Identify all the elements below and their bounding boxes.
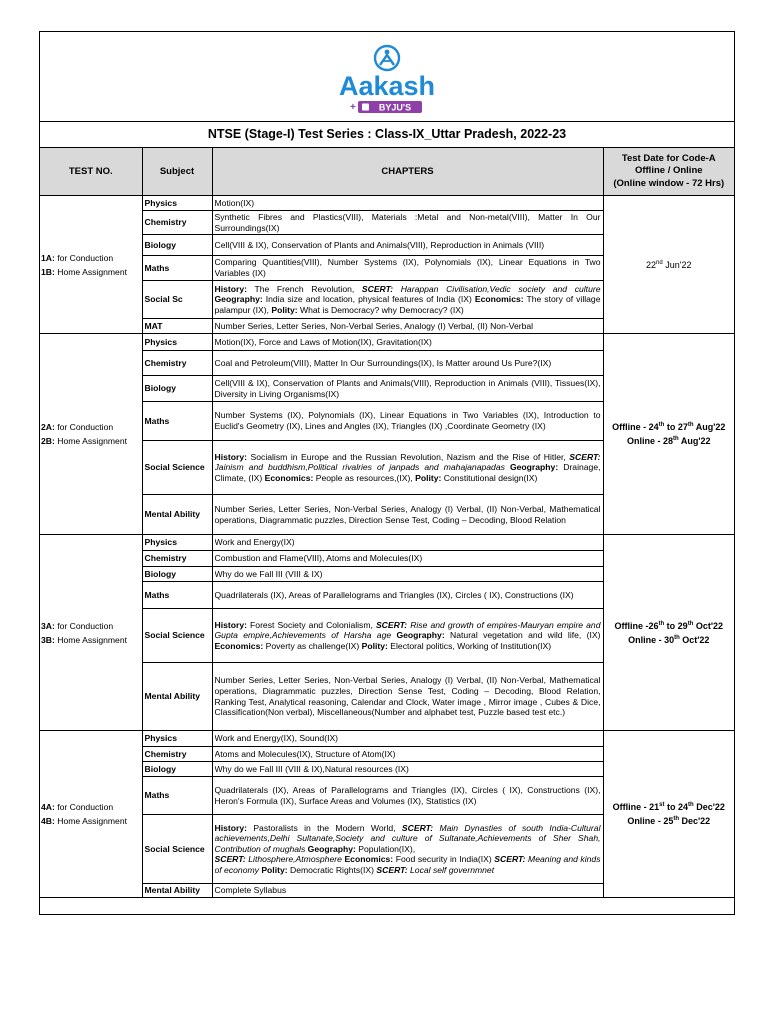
chapter-text-segment: Democratic Rights(IX) — [287, 864, 377, 875]
chapter-text: Quadrilaterals (IX), Areas of Parallelograms and Triangles (IX), Circles ( IX), Constructions (IX) — [214, 589, 574, 600]
chapter-text: Cell(VIII & IX), Conservation of Plants and Animals(VIII), Reproduction in Animals (VIII), Tissues(IX), Diversity in Living Organisms(IX) — [214, 377, 601, 399]
chapter-text: Atoms and Molecules(IX), Structure of Atom(IX) — [214, 748, 396, 759]
offline-date: Offline - 24th to 27th Aug'22 — [612, 422, 726, 432]
chapter-text: Coal and Petroleum(VIII), Matter In Our Surroundings(IX), Is Matter around Us Pure?(IX) — [214, 357, 552, 368]
table-row — [40, 334, 734, 351]
test-number-cell — [40, 334, 142, 535]
chapter-text: Number Systems (IX), Polynomials (IX), Linear Equations in Two Variables (IX), Introduction to Euclid's Geometry (IX), Lines and Angles (IX), Triangles (IX) ,Coordinate Geometry (IX) — [214, 410, 601, 431]
subject-cell: Mental Ability — [142, 884, 212, 898]
chapter-text-segment: Poverty as challenge(IX) — [263, 640, 362, 651]
chapter-text: Complete Syllabus — [214, 885, 287, 896]
subject-cell: Biology — [142, 376, 212, 402]
test-date-cell — [603, 535, 734, 731]
subject-cell: Chemistry — [142, 351, 212, 376]
chapters-cell — [212, 551, 603, 567]
chapter-text-segment: Pastoralists in the Modern World, — [246, 822, 402, 833]
chapter-text: Number Series, Letter Series, Non-Verbal Series, Analogy (I) Verbal, (II) Non-Verbal — [214, 320, 534, 331]
subject-cell: Physics — [142, 535, 212, 551]
table-row — [40, 196, 734, 211]
chapter-text-segment: Economics: — [474, 294, 524, 305]
chapter-text-segment: Geography: — [509, 462, 559, 473]
schedule-body — [40, 196, 734, 898]
chapters-cell — [212, 495, 603, 535]
chapter-text-segment: India size and location, physical features of India (IX) — [262, 294, 475, 305]
subject-cell: Maths — [142, 582, 212, 609]
test-b-code: 1B: — [41, 266, 55, 277]
subject-cell: Biology — [142, 235, 212, 256]
chapter-text-segment: History: — [214, 451, 247, 462]
test-b-label: Home Assignment — [54, 816, 127, 826]
test-number-cell — [40, 731, 142, 898]
chapters-cell — [212, 663, 603, 731]
chapter-text: Why do we Fall III (VIII & IX) — [214, 568, 323, 579]
chapter-text: Synthetic Fibres and Plastics(VIII), Materials :Metal and Non-metal(VIII), Matter In Our Surroundings(IX) — [214, 211, 601, 233]
chapter-text-segment: Electoral politics, Working of Institution(IX) — [387, 640, 552, 651]
chapter-text: Motion(IX) — [214, 197, 255, 208]
chapter-text: Work and Energy(IX) — [214, 537, 295, 548]
chapters-cell — [212, 441, 603, 495]
offline-date: Offline - 21st to 24th Dec'22 — [612, 802, 725, 812]
online-date: Online - 25th Dec'22 — [627, 816, 711, 826]
chapter-text-segment: Geography: — [396, 630, 445, 641]
chapters-cell — [212, 211, 603, 235]
chapter-text-segment: Natural vegetation and wild life, (IX) — [444, 630, 601, 641]
test-a-label: for Conduction — [54, 802, 114, 812]
subject-cell: Mental Ability — [142, 663, 212, 731]
chapter-text-segment: What is Democracy? why Democracy? (IX) — [297, 304, 464, 315]
chapters-cell — [212, 884, 603, 898]
test-date-cell — [603, 731, 734, 898]
chapters-cell — [212, 747, 603, 762]
subject-cell: Social Science — [142, 609, 212, 663]
chapters-cell — [212, 196, 603, 211]
chapters-cell — [212, 402, 603, 441]
chapter-text-segment: SCERT: — [375, 619, 408, 630]
page-title: NTSE (Stage-I) Test Series : Class-IX_Uttar Pradesh, 2022-23 — [40, 121, 734, 148]
chapter-text-segment: Polity: — [271, 304, 298, 315]
chapter-text: Number Series, Letter Series, Non-Verbal Series, Analogy (I) Verbal, (II) Non-Verbal, Mathematical operations, Diagrammatic puzzles, Direction Sense Test, Coding – Decoding, Blood Relation, Ranking Test, Analytical reasoning, Calendar and Clock, Water image , Mirror image , Cubes & Dice, Classification(Non verbal), Miscellaneous(Number and alphabet test, Puzzle based test etc.) — [214, 675, 601, 718]
chapter-text-segment: History: — [214, 822, 247, 833]
chapter-text-segment: SCERT: — [361, 283, 394, 294]
table-row — [40, 731, 734, 747]
subject-cell: Biology — [142, 762, 212, 777]
chapter-text: Work and Energy(IX), Sound(IX) — [214, 733, 339, 744]
test-a-code: 4A: — [41, 802, 55, 812]
test-a-label: for Conduction — [54, 422, 114, 432]
chapter-text-segment: Geography: — [307, 843, 356, 854]
test-b-label: Home Assignment — [54, 436, 127, 446]
chapters-cell — [212, 351, 603, 376]
logo-band — [40, 32, 734, 122]
chapter-text-segment: History: — [214, 283, 247, 294]
table-row — [40, 535, 734, 551]
subject-cell: Chemistry — [142, 551, 212, 567]
col-header-subject: Subject — [142, 148, 212, 196]
chapters-cell — [212, 535, 603, 551]
chapter-text-segment: Constitutional design(IX) — [441, 472, 538, 483]
chapters-cell — [212, 762, 603, 777]
subject-cell: Physics — [142, 196, 212, 211]
test-date-cell — [603, 334, 734, 535]
chapters-cell — [212, 567, 603, 582]
chapter-text-segment: SCERT: — [376, 864, 408, 875]
test-schedule-table — [40, 147, 734, 898]
chapters-cell — [212, 777, 603, 815]
test-number-cell — [40, 196, 142, 334]
chapter-text-segment: Drainage, Climate, (IX) — [214, 462, 601, 483]
test-a-label: for Conduction — [54, 252, 114, 263]
chapters-cell — [212, 582, 603, 609]
subject-cell: Social Sc — [142, 281, 212, 319]
test-number-cell — [40, 535, 142, 731]
test-date-cell — [603, 196, 734, 334]
subject-cell: Maths — [142, 402, 212, 441]
chapters-cell — [212, 609, 603, 663]
chapters-cell — [212, 376, 603, 402]
chapter-text-segment: SCERT: — [401, 822, 434, 833]
chapters-cell — [212, 334, 603, 351]
chapter-text: Combustion and Flame(VIII), Atoms and Molecules(IX) — [214, 553, 423, 564]
test-a-label: for Conduction — [54, 620, 114, 631]
test-b-label: Home Assignment — [54, 634, 127, 645]
offline-date: Offline -26th to 29th Oct'22 — [614, 620, 724, 631]
subject-cell: Biology — [142, 567, 212, 582]
aakash-byjus-logo — [324, 44, 450, 116]
test-a-code: 1A: — [41, 252, 55, 263]
test-b-code: 2B: — [41, 436, 55, 446]
chapter-text-segment: Population(IX), — [355, 843, 416, 854]
chapter-text-segment: SCERT: — [569, 451, 601, 462]
subject-cell: Maths — [142, 777, 212, 815]
chapter-text: Comparing Quantities(VIII), Number Systems (IX), Polynomials (IX), Linear Equations in Two Variables (IX) — [214, 257, 601, 278]
chapters-cell — [212, 256, 603, 281]
chapters-cell — [212, 319, 603, 334]
chapters-cell — [212, 235, 603, 256]
chapter-text: Number Series, Letter Series, Non-Verbal Series, Analogy (I) Verbal, (II) Non-Verbal, Mathematical operations, Diagrammatic puzzles, Direction Sense Test, Coding – Decoding, Blood Relation — [214, 503, 601, 525]
col-header-test-date: Test Date for Code-A Offline / Online (Online window - 72 Hrs) — [603, 148, 734, 196]
chapter-text-segment: The French Revolution, — [246, 283, 362, 294]
brand-wordmark: Aakash — [338, 71, 436, 101]
subject-cell: Social Science — [142, 441, 212, 495]
chapter-text: Why do we Fall III (VIII & IX),Natural resources (IX) — [214, 763, 409, 774]
chapter-text-segment: Polity: — [361, 640, 388, 651]
chapter-text-segment: Socialism in Europe and the Russian Revolution, Nazism and the Rise of Hitler, — [246, 451, 570, 462]
subject-cell: MAT — [142, 319, 212, 334]
subject-cell: Chemistry — [142, 747, 212, 762]
test-b-label: Home Assignment — [54, 266, 127, 277]
chapter-text-segment: People as resources,(IX), — [313, 472, 416, 483]
chapter-text-segment: SCERT: — [494, 854, 526, 865]
subject-cell: Mental Ability — [142, 495, 212, 535]
subject-cell: Physics — [142, 334, 212, 351]
chapter-text: Motion(IX), Force and Laws of Motion(IX), Gravitation(IX) — [214, 336, 432, 347]
chapter-text-segment: Lithosphere,Atmosphere — [245, 854, 342, 865]
test-b-code: 3B: — [41, 634, 55, 645]
plus-mark: + — [350, 102, 356, 113]
chapter-text-segment: Meaning and kinds of economy — [214, 854, 601, 875]
chapter-text-segment: The story of village palampur (IX), — [214, 294, 601, 315]
col-header-test-no: TEST NO. — [40, 148, 142, 196]
chapter-text-segment: Harappan Civilisation,Vedic society and culture — [393, 283, 601, 294]
header-row — [40, 148, 734, 196]
chapters-cell — [212, 731, 603, 747]
chapter-text-segment: Local self governmnet — [407, 864, 495, 875]
test-a-code: 2A: — [41, 422, 55, 432]
chapter-text-segment: Polity: — [415, 472, 442, 483]
chapters-cell — [212, 815, 603, 884]
online-date: Online - 28th Aug'22 — [627, 436, 711, 446]
subject-cell: Physics — [142, 731, 212, 747]
chapter-text-segment: Jainism and buddhism,Political rivalries of janpads and mahajanapadas — [214, 462, 505, 473]
chapter-text-segment: Polity: — [261, 864, 288, 875]
chapter-text-segment: History: — [214, 619, 247, 630]
chapter-text: Quadrilaterals (IX), Areas of Parallelograms and Triangles (IX), Circles ( IX), Constructions (IX), Heron's Formula (IX), Surface Areas and Volumes (IX), Statistics (IX) — [214, 784, 601, 806]
chapter-text-segment: Economics: — [214, 640, 264, 651]
subject-cell: Maths — [142, 256, 212, 281]
col-header-chapters: CHAPTERS — [212, 148, 603, 196]
chapter-text-segment: Economics: — [344, 854, 394, 865]
test-a-code: 3A: — [41, 620, 55, 631]
test-b-code: 4B: — [41, 816, 55, 826]
online-date: Online - 30th Oct'22 — [628, 634, 710, 645]
chapter-text-segment: Economics: — [264, 472, 314, 483]
test-date: 22nd Jun'22 — [646, 259, 692, 270]
chapters-cell — [212, 281, 603, 319]
chapter-text-segment: Food security in India(IX) — [393, 854, 495, 865]
subject-cell: Social Science — [142, 815, 212, 884]
chapter-text-segment: Geography: — [214, 294, 263, 305]
subject-cell: Chemistry — [142, 211, 212, 235]
chapter-text-segment: SCERT: — [214, 854, 246, 865]
sub-brand: BYJU'S — [378, 102, 412, 113]
schedule-sheet — [39, 31, 735, 915]
chapter-text-segment: Rise and growth of empires-Mauryan empire and Gupta empire,Achievements of Harsha age — [214, 619, 601, 641]
chapter-text-segment: Forest Society and Colonialism, — [246, 619, 376, 630]
chapter-text-segment: Main Dynasties of south India-Cultural achievements,Delhi Sultanate,Society and culture of Sultanate,Achievements of Sher Shah, Contribution of mughals — [214, 822, 601, 854]
chapter-text: Cell(VIII & IX), Conservation of Plants and Animals(VIII), Reproduction in Animals (VIII) — [214, 239, 545, 250]
